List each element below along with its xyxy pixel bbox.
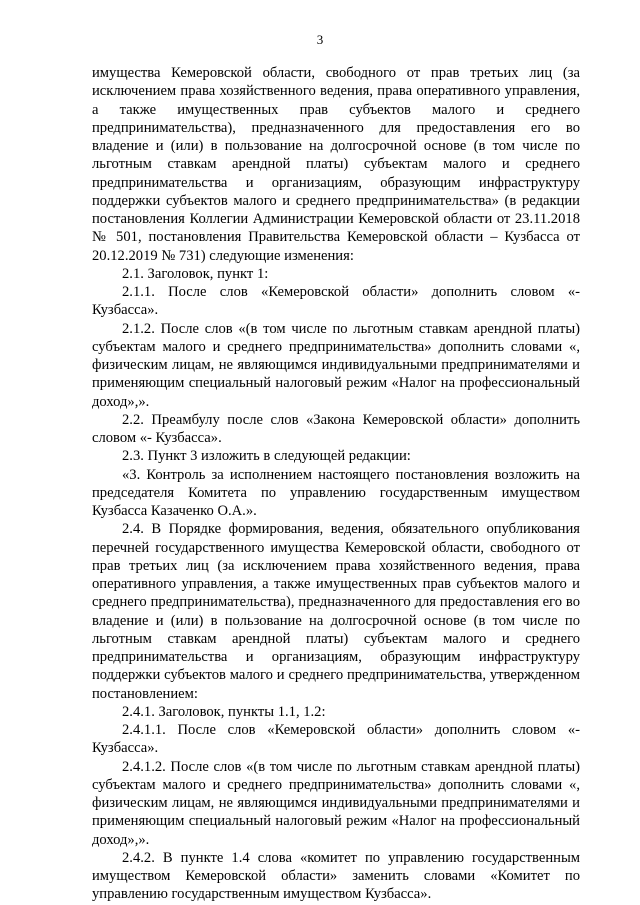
paragraph-2-4-1-2: 2.4.1.2. После слов «(в том числе по льготным ставкам арендной платы) субъектам малого и среднего предпринимательства» дополнить словами «, физическим лицам, не являющимся индивидуальными предпринимателями и применяющим специальный налоговый режим «Налог на профессиональный доход»,». bbox=[92, 758, 580, 848]
paragraph-2-1-2: 2.1.2. После слов «(в том числе по льготным ставкам арендной платы) субъектам малого и среднего предпринимательства» дополнить словами «, физическим лицам, не являющимся индивидуальными предпринимателями и применяющим специальный налоговый режим «Налог на профессиональный доход»,». bbox=[92, 320, 580, 410]
paragraph-quote-3: «3. Контроль за исполнением настоящего постановления возложить на председателя Комитета по управлению государственным имуществом Кузбасса Казаченко О.А.». bbox=[92, 466, 580, 519]
paragraph-2-4-1: 2.4.1. Заголовок, пункты 1.1, 1.2: bbox=[122, 703, 326, 720]
paragraph-2-2: 2.2. Преамбулу после слов «Закона Кемеровской области» дополнить словом «- Кузбасса». bbox=[92, 411, 580, 446]
paragraph-2-4-1-1: 2.4.1.1. После слов «Кемеровской области» дополнить словом «- Кузбасса». bbox=[92, 722, 580, 757]
page-number: 3 bbox=[316, 32, 324, 47]
paragraph-2-1: 2.1. Заголовок, пункт 1: bbox=[122, 265, 269, 282]
paragraph-continuation: имущества Кемеровской области, свободного от прав третьих лиц (за исключением права хозяйственного ведения, права оперативного управления, а также имущественных прав субъектов малого и среднего предпринимательства), предназначенного для предоставления его во владение и (или) в пользование на долгосрочной основе (в том числе по льготным ставкам арендной платы) субъектам малого и среднего предпринимательства и организациям, образующим инфраструктуру поддержки субъектов малого и среднего предпринимательства» (в редакции постановления Коллегии Администрации Кемеровской области от 23.11.2018 № 501, постановления Правительства Кемеровской области – Кузбасса от 20.12.2019 № 731) следующие изменения: bbox=[92, 65, 580, 264]
paragraph-2-4: 2.4. В Порядке формирования, ведения, обязательного опубликования перечней государственного имущества Кемеровской области, свободного от прав третьих лиц (за исключением права хозяйственного ведения, права оперативного управления, а также имущественных прав субъектов малого и среднего предпринимательства), предназначенного для предоставления его во владение и (или) в пользование на долгосрочной основе (в том числе по льготным ставкам арендной платы) субъектам малого и среднего предпринимательства и организациям, образующим инфраструктуру поддержки субъектов малого и среднего предпринимательства, утвержденном постановлением: bbox=[92, 521, 580, 702]
paragraph-2-3: 2.3. Пункт 3 изложить в следующей редакции: bbox=[122, 448, 411, 465]
paragraph-2-1-1: 2.1.1. После слов «Кемеровской области» дополнить словом «- Кузбасса». bbox=[92, 284, 580, 319]
document-body bbox=[92, 64, 580, 904]
paragraph-2-4-2: 2.4.2. В пункте 1.4 слова «комитет по управлению государственным имуществом Кемеровской области» заменить словами «Комитет по управлению государственным имуществом Кузбасса». bbox=[92, 849, 580, 903]
